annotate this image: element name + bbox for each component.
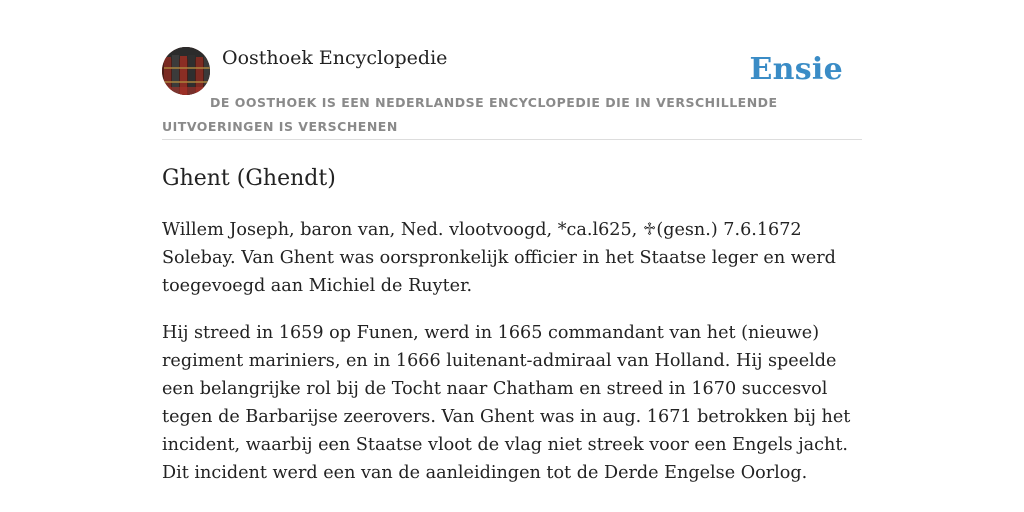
page — [162, 44, 862, 483]
site-header — [162, 44, 862, 140]
site-name[interactable]: Oosthoek Encyclopedie — [222, 47, 448, 69]
encyclopedia-books-icon[interactable] — [162, 47, 210, 95]
article-paragraph: Willem Joseph, baron van, Ned. vlootvoogd, *ca.l625, ♱(gesn.) 7.6.1672 Solebay. Van Ghent was oorspronkelijk officier in het Staatse leger en werd toegevoegd aan Michiel de Ruyter. — [162, 220, 836, 296]
article-title: Ghent (Ghendt) — [162, 166, 336, 191]
article-paragraph: Hij streed in 1659 op Funen, werd in 1665 commandant van het (nieuwe) regiment mariniers, en in 1666 luitenant-admiraal van Holland. Hij speelde een belangrijke rol bij de Tocht naar Chatham en streed in 1670 succesvol tegen de Barbarijse zeerovers. Van Ghent was in aug. 1671 betrokken bij het incident, waarbij een Staatse vloot de vlag niet streek voor een Engels jacht. Dit incident werd een van de aanleidingen tot de Derde Engelse Oorlog. — [162, 323, 851, 483]
brand-logo[interactable]: Ensie — [749, 52, 843, 87]
site-tagline: DE OOSTHOEK IS EEN NEDERLANDSE ENCYCLOPEDIE DIE IN VERSCHILLENDE UITVOERINGEN IS VERSCHENEN — [162, 95, 778, 134]
